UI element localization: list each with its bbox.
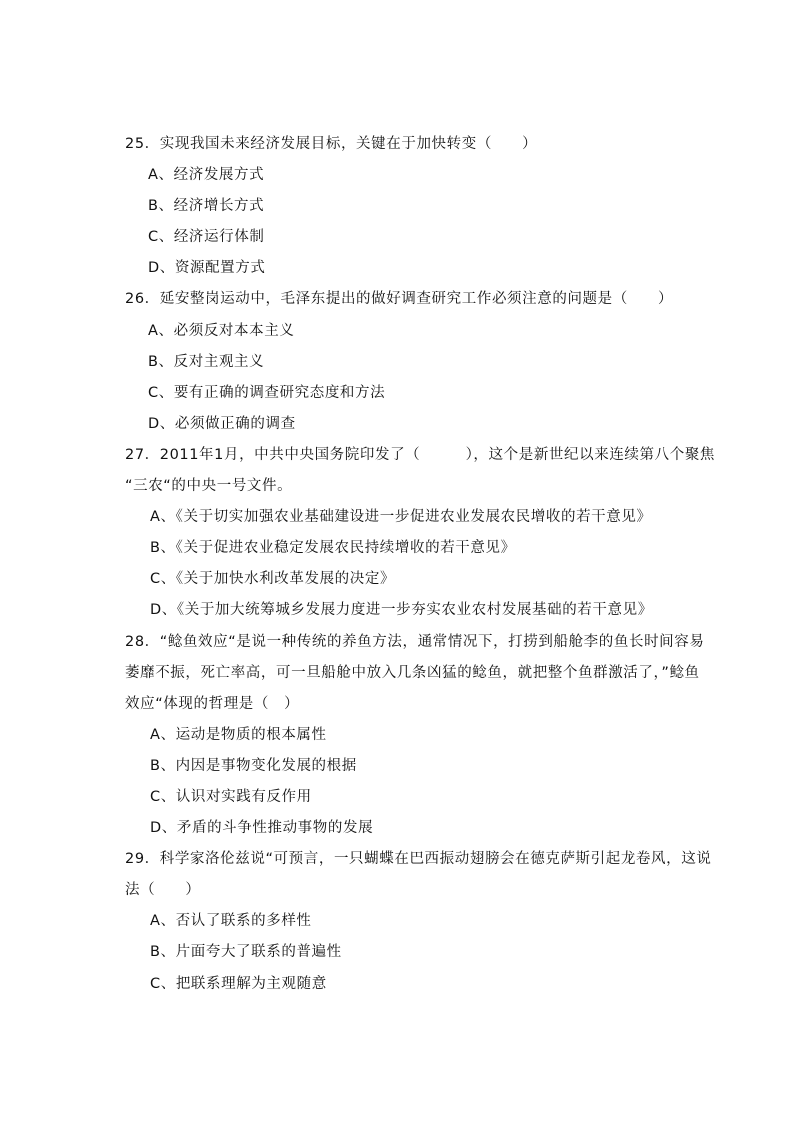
option-b: B、《关于促进农业稳定发展农民持续增收的若干意见》 [150, 540, 516, 557]
option-b: B、内因是事物变化发展的根据 [150, 757, 357, 774]
option-a: A、经济发展方式 [148, 167, 265, 184]
question-text: 28．“鲶鱼效应“是说一种传统的养鱼方法，通常情况下，打捞到船舱李的鱼长时间容易 [125, 633, 705, 650]
question-text: 26．延安整岗运动中，毛泽东提出的做好调查研究工作必须注意的问题是（ ） [125, 291, 674, 308]
question-text-continued: “三农“的中央一号文件。 [125, 478, 293, 495]
option-a: A、否认了联系的多样性 [150, 913, 312, 930]
option-b: B、反对主观主义 [148, 353, 265, 370]
document-page [0, 129, 794, 1000]
option-a: A、《关于切实加强农业基础建设进一步促进农业发展农民增收的若干意见》 [150, 509, 652, 526]
option-d: D、资源配置方式 [148, 260, 266, 277]
option-c: C、把联系理解为主观随意 [150, 975, 327, 992]
question-text-continued: 效应“体现的哲理是（ ） [125, 695, 300, 712]
question-26 [0, 284, 794, 439]
question-text: 27．2011年1月，中共中央国务院印发了（ ），这个是新世纪以来连续第八个聚焦 [125, 446, 716, 463]
option-a: A、运动是物质的根本属性 [150, 726, 327, 743]
option-c: C、经济运行体制 [148, 229, 265, 246]
question-text-continued: 萎靡不振，死亡率高，可一旦船舱中放入几条凶猛的鲶鱼，就把整个鱼群激活了，”鲶鱼 [125, 664, 700, 681]
question-29 [0, 844, 794, 999]
option-b: B、片面夸大了联系的普遍性 [150, 944, 342, 961]
option-d: D、《关于加大统筹城乡发展力度进一步夯实农业农村发展基础的若干意见》 [150, 602, 653, 619]
question-25 [0, 129, 794, 284]
question-text: 29．科学家洛伦兹说“可预言，一只蝴蝶在巴西振动翅膀会在德克萨斯引起龙卷风，这说 [125, 851, 712, 868]
question-text: 25．实现我国未来经济发展目标，关键在于加快转变（ ） [125, 136, 538, 152]
question-text-continued: 法（ ） [125, 882, 201, 899]
option-a: A、必须反对本本主义 [148, 322, 295, 339]
option-c: C、《关于加快水利改革发展的决定》 [150, 571, 396, 588]
option-d: D、矛盾的斗争性推动事物的发展 [150, 820, 374, 837]
option-c: C、要有正确的调查研究态度和方法 [148, 384, 386, 401]
option-c: C、认识对实践有反作用 [150, 788, 312, 805]
option-b: B、经济增长方式 [148, 198, 265, 215]
option-d: D、必须做正确的调查 [148, 415, 296, 432]
question-28 [0, 627, 794, 845]
question-27 [0, 440, 794, 627]
